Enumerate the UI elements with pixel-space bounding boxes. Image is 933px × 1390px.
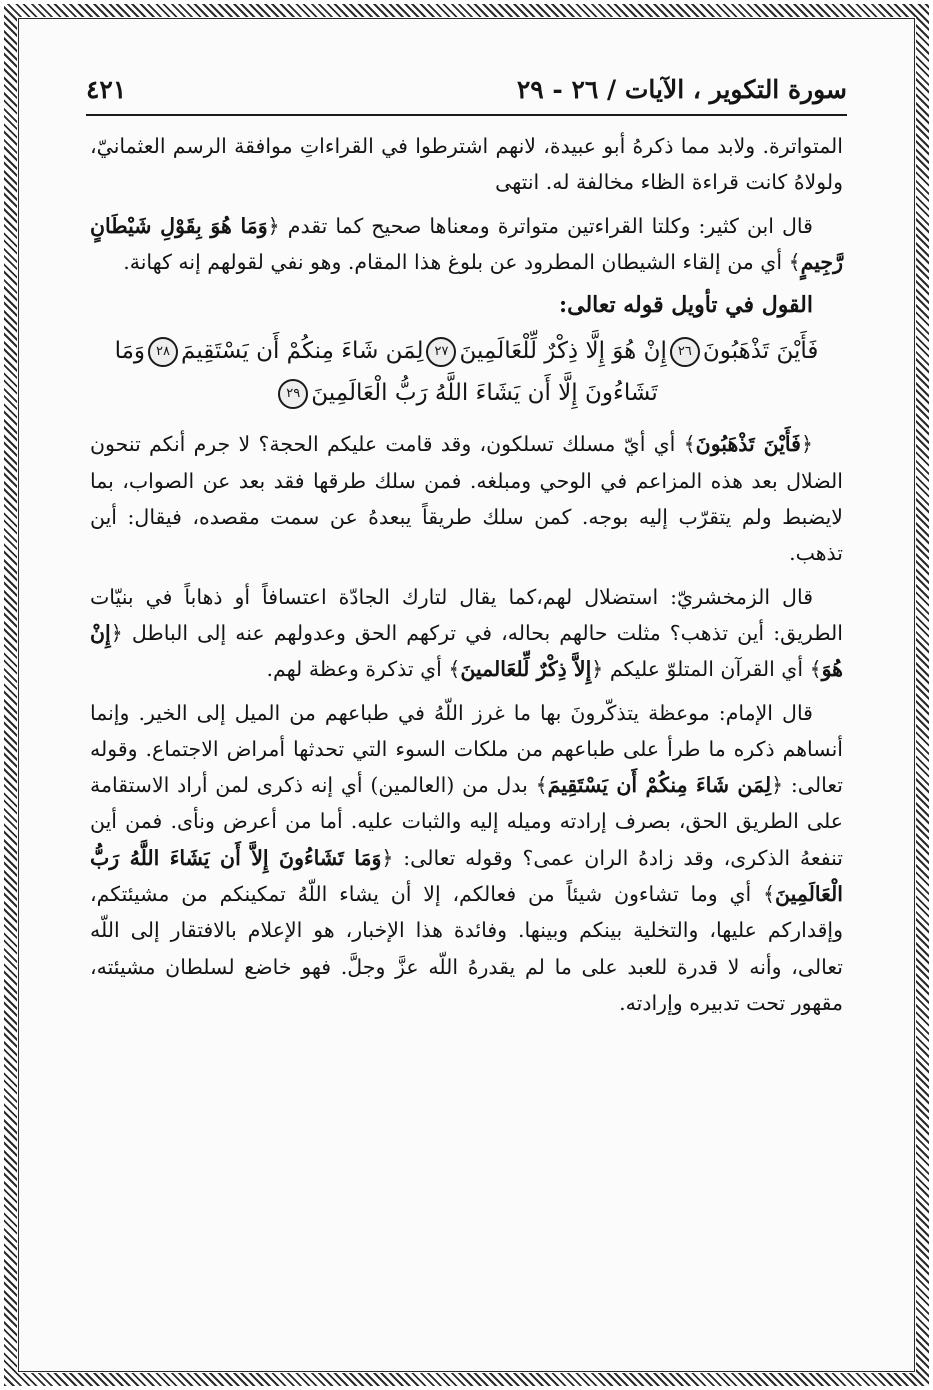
quran-text: وَمَا تَشَاءُونَ إِلاَّ أَن يَشَاءَ اللَّهُ رَبُّ الْعَالَمِينَ [90,845,843,907]
quran-text: إِلاَّ ذِكْرٌ لِّلعَالمينَ [460,657,592,682]
section-heading: القول في تأويل قوله تعالى: [559,292,813,319]
verse-segment: وَمَا تَشَاءُونَ إِلَّا أَن يَشَاءَ اللَّهُ رَبُّ الْعَالَمِينَ [114,338,658,407]
paragraph-text: أي القرآن المتلوّ عليكم [609,657,804,682]
verse-segment: إِنْ هُوَ إِلَّا ذِكْرٌ لِّلْعَالَمِينَ [459,338,667,365]
verse-number-marker: ٢٦ [670,337,700,367]
paragraph-2 [90,208,843,281]
paragraph-4 [90,579,843,688]
paragraph-1 [90,128,843,201]
bracket-open: ﴿ [771,773,784,798]
quran-text: وَمَا هُوَ بِقَوْلِ شَيْطَانٍ رَّجِيمٍ [90,213,843,274]
paragraph-text: أي وما تشاءون شيئاً من فعالكم، إلا أن يشاء اللّهُ تمكينكم من مشيئتكم، وإقداركم عليها، والتخلية بينكم وبينها. وفائدة هذا الإخبار، هو الإعلام بالافتقار إلى اللّه تعالى، وأنه لا قدرة للعبد على ما لم يقدرهُ اللّه عزَّ وجلَّ. فهو خاضع لسلطان مشيئته، مقهور تحت تدبيره وإرادته. [90,882,843,1015]
paragraph-5 [90,695,843,1022]
verse-number-marker: ٢٨ [148,337,178,367]
bracket-open: ﴿ [267,213,280,238]
paragraph-text: أي أيّ مسلك تسلكون، وقد قامت عليكم الحجة؟ لا جرم أنكم تنحون الضلال بعد هذه المزاعم في الوحي ومبلغه. فمن سلك طرقها فقد بعد عن الصواب، بما لايضبط ولم يتقرّب إليه بوجه. كمن سلك طريقاً يبعدهُ عن سمت مقصده، فيقال: أين تذهب. [90,432,843,566]
page-body [90,128,843,1028]
bracket-close: ﴾ [788,249,801,274]
bracket-open: ﴿ [800,432,813,457]
paragraph-text: أي من إلقاء الشيطان المطرود عن بلوغ هذا المقام. وهو نفي لقولهم إنه كهانة. [123,249,783,274]
quran-text: لِمَن شَاءَ مِنكُمْ أَن يَسْتَقِيمَ [547,773,772,798]
quran-quote [448,657,603,681]
bracket-open: ﴿ [110,620,123,645]
quran-quote [536,773,784,797]
quran-text: فَأَيْنَ تَذْهَبُونَ [695,432,801,457]
bracket-close: ﴾ [763,882,776,907]
paragraph-text: بدل من (العالمين) أي إنه ذكرى لمن أراد الاستقامة على الطريق الحق، بصرف إرادته وميله إليه والثبات عليه. أما من أعرض ونأى. فمن أين تنفعهُ الذكرى، وقد زادهُ الران عمى؟ وقوله تعالى: [90,773,844,870]
paragraph-text: قال الزمخشريّ: استضلال لهم،كما يقال لتارك الجادّة اعتسافاً أو ذهاباً في بنيّات الطريق: أين تذهب؟ مثلت حالهم بحاله، في تركهم الحق وعدولهم عنه إلى الباطل [90,584,843,645]
page-number: ٤٢١ [86,74,127,104]
paragraph-3 [90,426,843,571]
bracket-close: ﴾ [448,657,461,682]
paragraph-text: قال ابن كثير: وكلتا القراءتين متواترة ومعناها صحيح كما تقدم [287,213,813,238]
quran-text: إِنْ هُوَ [90,620,843,682]
bracket-close: ﴾ [809,657,822,682]
verse-number-marker: ٢٧ [426,337,456,367]
verse-segment: فَأَيْنَ تَذْهَبُونَ [702,338,819,365]
quran-quote [684,432,813,456]
bracket-close: ﴾ [683,432,696,457]
verse-segment: لِمَن شَاءَ مِنكُمْ أَن يَسْتَقِيمَ [181,338,424,365]
bracket-open: ﴿ [381,845,394,870]
verse-block [90,330,843,414]
running-title: سورة التكوير ، الآيات / ٢٦ - ٢٩ [516,74,847,104]
paragraph-text: أي تذكرة وعظة لهم. [266,657,442,682]
verse-number-marker: ٢٩ [278,379,308,409]
paragraph-text: قال الإمام: موعظة يتذكّرونَ بها ما غرز اللّهُ في طباعهم من الميل إلى الخير. وإنما أنساهم ذكره ما طرأ على طباعهم من ملكات السوء التي تحدثها أمراض الاجتماع. وقوله تعالى: [90,700,843,798]
page-header [86,64,847,116]
bracket-open: ﴿ [591,657,604,682]
bracket-close: ﴾ [535,773,548,798]
paragraph-text: المتواترة. ولابد مما ذكرهُ أبو عبيدة، لانهم اشترطوا في القراءاتِ موافقة الرسم العثمانيّ، ولولاهُ كانت قراءة الظاء مخالفة له. انتهى [90,134,843,195]
